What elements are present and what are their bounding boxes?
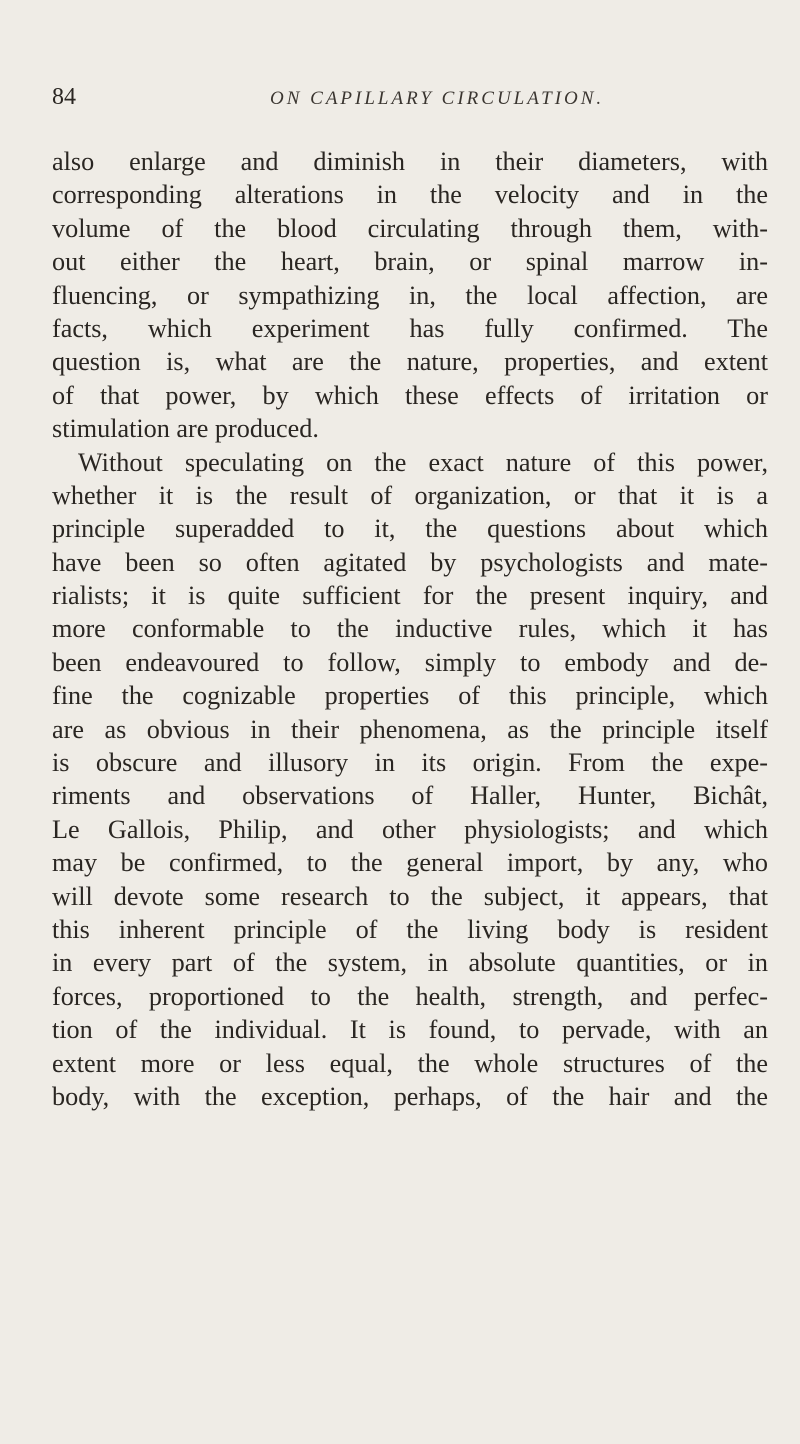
text-line: corresponding alterations in the velocity and in the (52, 180, 768, 210)
page-number: 84 (52, 84, 76, 110)
text-line: volume of the blood circulating through them, with- (52, 213, 768, 243)
text-line: principle superadded to it, the questions about which (52, 514, 768, 544)
text-line: have been so often agitated by psychologists and mate- (52, 547, 768, 577)
text-line: tion of the individual. It is found, to pervade, with an (52, 1015, 768, 1045)
text-line: of that power, by which these effects of irritation or (52, 380, 768, 410)
body-text (52, 145, 768, 1113)
text-line: fine the cognizable properties of this principle, which (52, 681, 768, 711)
text-line: whether it is the result of organization, or that it is a (52, 480, 768, 510)
text-line: forces, proportioned to the health, strength, and perfec- (52, 981, 768, 1011)
page-header (52, 84, 772, 120)
text-line: question is, what are the nature, properties, and extent (52, 347, 768, 377)
text-line: may be confirmed, to the general import, by any, who (52, 848, 768, 878)
text-line: this inherent principle of the living body is resident (52, 914, 768, 944)
text-line: body, with the exception, perhaps, of the hair and the (52, 1081, 768, 1111)
text-line: facts, which experiment has fully confirmed. The (52, 313, 768, 343)
text-line: in every part of the system, in absolute quantities, or in (52, 948, 768, 978)
text-line: are as obvious in their phenomena, as the principle itself (52, 714, 768, 744)
text-line: Le Gallois, Philip, and other physiologists; and which (52, 814, 768, 844)
text-line: out either the heart, brain, or spinal marrow in- (52, 247, 768, 277)
text-line: been endeavoured to follow, simply to embody and de- (52, 647, 768, 677)
text-line: stimulation are produced. (52, 414, 319, 444)
running-head: ON CAPILLARY CIRCULATION. (270, 88, 605, 109)
text-line: is obscure and illusory in its origin. From the expe- (52, 748, 768, 778)
text-line: also enlarge and diminish in their diameters, with (52, 147, 768, 176)
text-line: will devote some research to the subject, it appears, that (52, 881, 768, 911)
text-line: Without speculating on the exact nature of this power, (78, 447, 768, 477)
text-line: rialists; it is quite sufficient for the present inquiry, and (52, 581, 768, 611)
text-line: more conformable to the inductive rules, which it has (52, 614, 768, 644)
text-line: fluencing, or sympathizing in, the local affection, are (52, 280, 768, 310)
text-line: riments and observations of Haller, Hunter, Bichât, (52, 781, 768, 811)
text-line: extent more or less equal, the whole structures of the (52, 1048, 768, 1078)
